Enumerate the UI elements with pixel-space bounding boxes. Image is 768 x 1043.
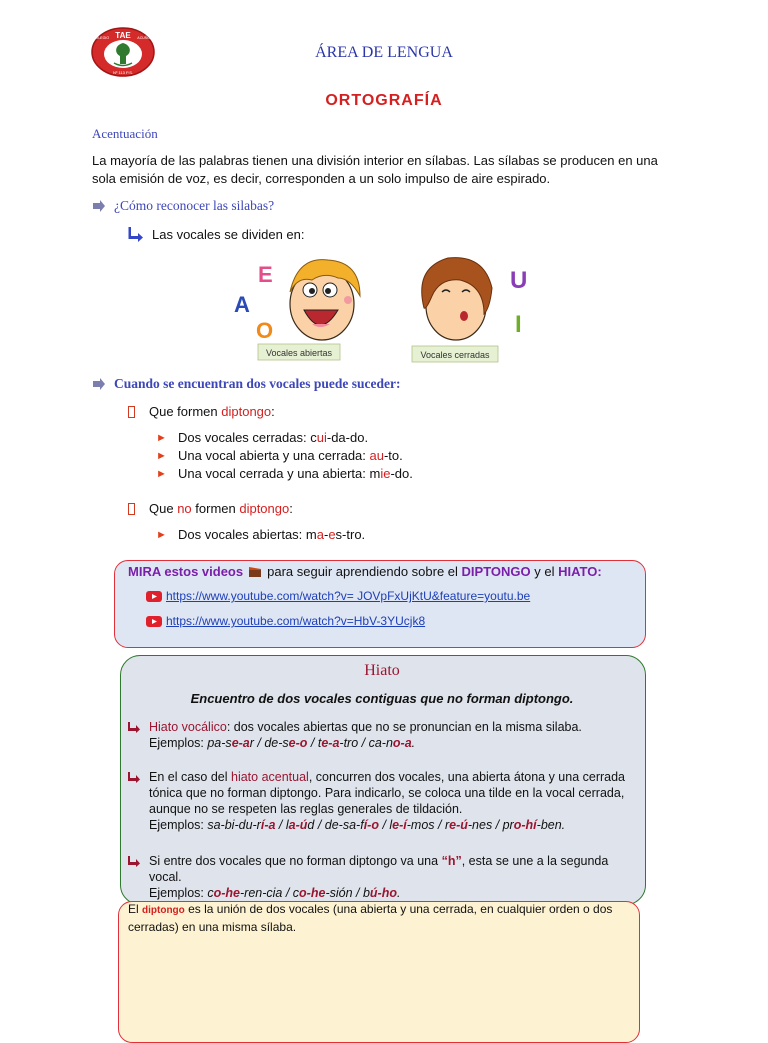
curved-arrow-icon	[128, 721, 141, 733]
list-item	[156, 527, 365, 542]
logo-text-right: ACUÑOS	[137, 36, 153, 40]
no-keyword: no	[177, 501, 192, 516]
video-link-row[interactable]	[146, 589, 530, 603]
youtube-icon	[146, 616, 162, 627]
hiato-item-vocalico	[128, 719, 644, 751]
triangle-bullet-icon: ►	[156, 431, 167, 444]
item-text: Dos vocales cerradas: c	[178, 430, 317, 445]
videos-heading	[128, 564, 602, 579]
videos-y-el: y el	[530, 564, 559, 579]
item-highlight: au	[369, 448, 384, 463]
question-line	[92, 198, 274, 214]
def-word: diptongo	[142, 905, 185, 916]
videos-colon: :	[597, 564, 602, 579]
item-text: s-tro.	[335, 527, 366, 542]
boy-open-mouth	[258, 260, 360, 360]
examples-label: Ejemplos:	[149, 736, 208, 750]
arrow-icon	[92, 200, 106, 212]
no-diptongo-case-heading	[128, 501, 293, 516]
list-item	[156, 466, 413, 481]
curved-arrow-icon	[128, 855, 141, 867]
def-text: es la unión de dos vocales (una abierta y una cerrada, en cualquier orden o dos cerradas) en una misma sílaba.	[128, 902, 613, 934]
logo-subtext: Nº 113 P.S.	[113, 70, 133, 75]
no-diptongo-middle: formen	[191, 501, 240, 516]
diptongo-prefix: Que formen	[149, 404, 222, 419]
area-title: ÁREA DE LENGUA	[315, 44, 453, 61]
hiato-item-acentual	[128, 769, 644, 833]
item-text: Una vocal cerrada y una abierta: m	[178, 466, 381, 481]
no-diptongo-keyword: diptongo	[239, 501, 290, 516]
curved-arrow-icon	[128, 771, 141, 783]
item-text: Una vocal abierta y una cerrada:	[178, 448, 370, 463]
item-text: -to.	[383, 448, 403, 463]
youtube-link-2[interactable]: https://www.youtube.com/watch?v=HbV-3YUcjk8	[166, 614, 426, 628]
no-diptongo-prefix: Que	[149, 501, 178, 516]
subject-title: ORTOGRAFÍA	[325, 92, 443, 109]
examples-line: Ejemplos: co-he-ren-cia / co-he-sión / bú-ho.	[149, 886, 401, 900]
letter-i: I	[515, 311, 522, 338]
arrow-icon	[92, 378, 106, 390]
triangle-bullet-icon: ►	[156, 528, 167, 541]
list-item	[156, 448, 403, 463]
item-text: Dos vocales abiertas: m	[178, 527, 317, 542]
item-highlight: ui	[316, 430, 327, 445]
mira-text: MIRA estos videos	[128, 564, 244, 579]
diptongo-case-heading	[128, 404, 275, 419]
item-text: -da-do.	[326, 430, 369, 445]
list-item	[156, 430, 368, 445]
open-vowels-caption: Vocales abiertas	[265, 348, 333, 358]
vowels-intro-text: Las vocales se dividen en:	[152, 226, 305, 242]
hiato-acentual-text: , concurren dos vocales, una abierta átona y una cerrada tónica que no forman diptongo. Para indicarlo, se coloca una tilde en la vocal cerrada, aunque no se respeten las reglas generales de tildación.	[149, 770, 626, 816]
vowels-illustration	[228, 248, 540, 372]
def-pre: El	[128, 902, 143, 916]
hiato-vocalico-text: : dos vocales abiertas que no se pronuncian en la misma silaba.	[226, 720, 582, 734]
videos-middle-text: para seguir aprendiendo sobre el	[267, 564, 462, 579]
bullet-icon	[128, 406, 135, 418]
hiato-acentual-pre: En el caso del	[149, 770, 231, 784]
examples-label: Ejemplos:	[149, 818, 208, 832]
item-highlight: e	[328, 527, 336, 542]
triangle-bullet-icon: ►	[156, 467, 167, 480]
triangle-bullet-icon: ►	[156, 449, 167, 462]
diptongo-keyword: diptongo	[221, 404, 272, 419]
examples-line: Ejemplos: pa-se-ar / de-se-o / te-a-tro / ca-no-a.	[149, 736, 416, 750]
diptongo-definition	[128, 901, 628, 936]
logo-text-left: COLEGIO	[92, 36, 110, 40]
hiato-item-h	[128, 853, 644, 901]
item-highlight: ie	[380, 466, 391, 481]
youtube-link-1[interactable]: https://www.youtube.com/watch?v= JOVpFxUjKtU&feature=youtu.be	[166, 589, 531, 603]
letter-o: O	[256, 318, 274, 343]
intro-paragraph: La mayoría de las palabras tienen una división interior en sílabas. Las sílabas se producen en una sola emisión de voz, es decir, corresponden a un solo impulso de aire espirado.	[92, 153, 658, 186]
vowels-intro-line	[128, 226, 304, 242]
curved-arrow-icon	[128, 226, 144, 242]
examples-label: Ejemplos:	[149, 886, 208, 900]
letter-e: E	[258, 262, 273, 287]
letter-u: U	[510, 267, 528, 294]
videos-diptongo: DIPTONGO	[461, 564, 531, 579]
hiato-title: Hiato	[364, 662, 400, 679]
hiato-h-pre: Si entre dos vocales que no forman diptongo va una	[149, 854, 442, 868]
hiato-subtitle: Encuentro de dos vocales contiguas que no forman diptongo.	[190, 691, 574, 706]
bullet-icon	[128, 503, 135, 515]
video-link-row[interactable]	[146, 614, 425, 628]
item-text: -do.	[390, 466, 413, 481]
letter-a: A	[234, 292, 250, 317]
item-text: -	[323, 527, 329, 542]
youtube-icon	[146, 591, 162, 602]
diptongo-suffix: :	[271, 404, 275, 419]
encuentro-line	[92, 376, 401, 392]
child-closed-mouth	[412, 258, 498, 362]
no-diptongo-suffix: :	[289, 501, 293, 516]
logo-text: TAE	[115, 31, 131, 40]
closed-vowels-caption: Vocales cerradas	[420, 350, 490, 360]
question-text: ¿Cómo reconocer las silabas?	[114, 198, 275, 213]
section-label: Acentuación	[92, 126, 158, 141]
examples-line: Ejemplos: sa-bi-du-rí-a / la-úd / de-sa-fí-o / le-í-mos / re-ú-nes / pro-hí-ben.	[149, 818, 566, 832]
hiato-acentual-term: hiato acentual	[231, 770, 309, 784]
hiato-h-letter: “h”	[441, 854, 462, 868]
encuentro-text: Cuando se encuentran dos vocales puede suceder:	[114, 376, 401, 391]
hiato-h-text: , esta se une a la segunda vocal.	[149, 854, 609, 884]
videos-hiato: HIATO	[558, 564, 598, 579]
hiato-vocalico-term: Hiato vocálico	[149, 720, 227, 734]
clapperboard-icon	[248, 566, 262, 578]
item-highlight: a	[316, 527, 324, 542]
